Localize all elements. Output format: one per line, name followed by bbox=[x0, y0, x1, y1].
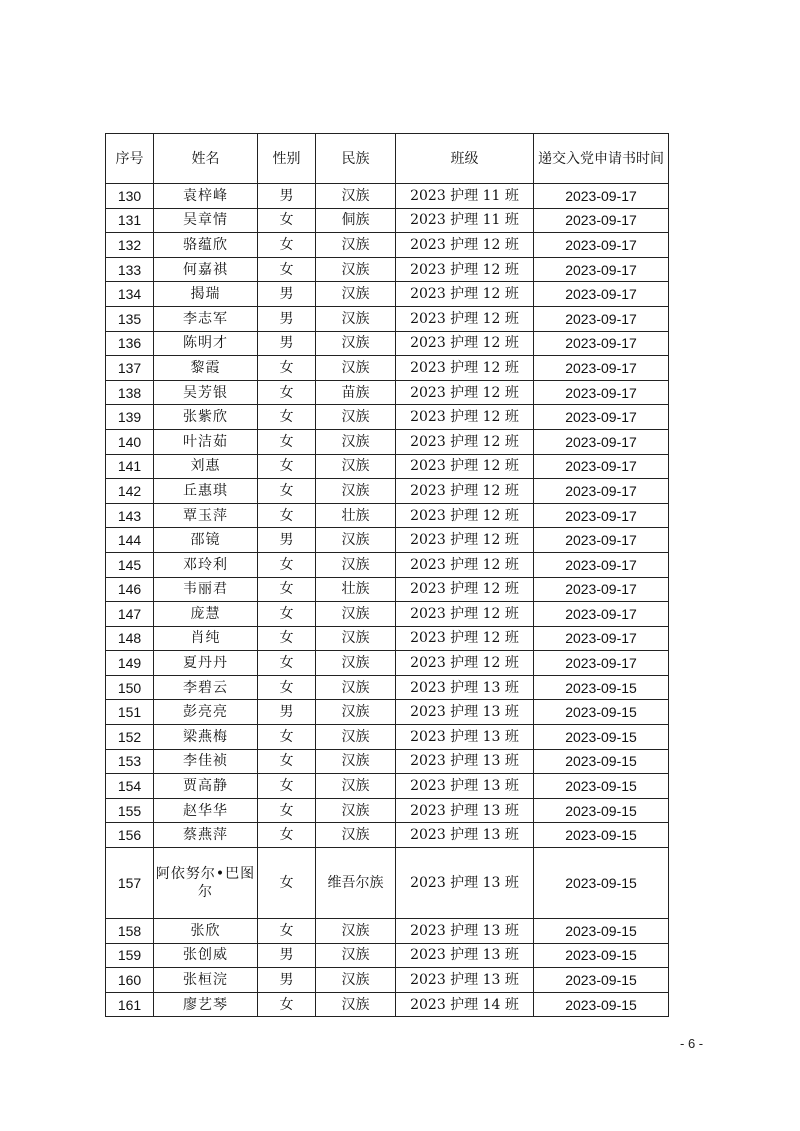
cell-index: 136 bbox=[106, 331, 154, 356]
table-row bbox=[106, 282, 669, 307]
cell-class: 2023 护理 13 班 bbox=[396, 823, 534, 848]
cell-index: 143 bbox=[106, 503, 154, 528]
cell-index: 148 bbox=[106, 626, 154, 651]
cell-ethnicity: 汉族 bbox=[316, 968, 396, 993]
cell-date: 2023-09-17 bbox=[534, 651, 669, 676]
cell-gender: 女 bbox=[258, 798, 316, 823]
cell-name: 吴章情 bbox=[154, 208, 258, 233]
table-row bbox=[106, 356, 669, 381]
cell-gender: 女 bbox=[258, 552, 316, 577]
cell-date: 2023-09-17 bbox=[534, 208, 669, 233]
table-row bbox=[106, 968, 669, 993]
cell-ethnicity: 汉族 bbox=[316, 257, 396, 282]
cell-name: 吴芳银 bbox=[154, 380, 258, 405]
table-row bbox=[106, 528, 669, 553]
table-row bbox=[106, 306, 669, 331]
cell-date: 2023-09-17 bbox=[534, 503, 669, 528]
table-row bbox=[106, 257, 669, 282]
cell-index: 151 bbox=[106, 700, 154, 725]
cell-index: 137 bbox=[106, 356, 154, 381]
cell-index: 140 bbox=[106, 429, 154, 454]
cell-date: 2023-09-17 bbox=[534, 479, 669, 504]
cell-index: 133 bbox=[106, 257, 154, 282]
cell-index: 131 bbox=[106, 208, 154, 233]
cell-class: 2023 护理 12 班 bbox=[396, 331, 534, 356]
cell-name: 夏丹丹 bbox=[154, 651, 258, 676]
cell-name: 赵华华 bbox=[154, 798, 258, 823]
cell-gender: 女 bbox=[258, 454, 316, 479]
cell-date: 2023-09-17 bbox=[534, 257, 669, 282]
cell-date: 2023-09-15 bbox=[534, 919, 669, 944]
cell-ethnicity: 汉族 bbox=[316, 798, 396, 823]
table-row bbox=[106, 602, 669, 627]
cell-ethnicity: 汉族 bbox=[316, 651, 396, 676]
cell-gender: 女 bbox=[258, 774, 316, 799]
cell-date: 2023-09-15 bbox=[534, 774, 669, 799]
cell-index: 147 bbox=[106, 602, 154, 627]
cell-date: 2023-09-17 bbox=[534, 356, 669, 381]
table-row bbox=[106, 208, 669, 233]
cell-ethnicity: 汉族 bbox=[316, 749, 396, 774]
cell-date: 2023-09-15 bbox=[534, 749, 669, 774]
cell-class: 2023 护理 12 班 bbox=[396, 651, 534, 676]
table-row bbox=[106, 479, 669, 504]
roster-table bbox=[105, 133, 669, 1017]
cell-ethnicity: 汉族 bbox=[316, 233, 396, 258]
cell-date: 2023-09-15 bbox=[534, 968, 669, 993]
table-row bbox=[106, 331, 669, 356]
cell-name: 袁梓峰 bbox=[154, 184, 258, 209]
cell-index: 146 bbox=[106, 577, 154, 602]
cell-class: 2023 护理 13 班 bbox=[396, 749, 534, 774]
cell-class: 2023 护理 12 班 bbox=[396, 306, 534, 331]
cell-gender: 女 bbox=[258, 405, 316, 430]
cell-ethnicity: 汉族 bbox=[316, 528, 396, 553]
cell-date: 2023-09-15 bbox=[534, 823, 669, 848]
cell-class: 2023 护理 12 班 bbox=[396, 380, 534, 405]
cell-ethnicity: 汉族 bbox=[316, 552, 396, 577]
header-ethnicity: 民族 bbox=[316, 134, 396, 184]
cell-class: 2023 护理 13 班 bbox=[396, 774, 534, 799]
cell-ethnicity: 汉族 bbox=[316, 331, 396, 356]
cell-index: 157 bbox=[106, 848, 154, 919]
header-index: 序号 bbox=[106, 134, 154, 184]
header-name: 姓名 bbox=[154, 134, 258, 184]
cell-class: 2023 护理 12 班 bbox=[396, 356, 534, 381]
cell-ethnicity: 汉族 bbox=[316, 306, 396, 331]
cell-ethnicity: 维吾尔族 bbox=[316, 848, 396, 919]
cell-class: 2023 护理 14 班 bbox=[396, 992, 534, 1017]
cell-gender: 女 bbox=[258, 602, 316, 627]
cell-date: 2023-09-17 bbox=[534, 552, 669, 577]
cell-gender: 女 bbox=[258, 479, 316, 504]
table-row bbox=[106, 943, 669, 968]
cell-class: 2023 护理 13 班 bbox=[396, 675, 534, 700]
cell-class: 2023 护理 13 班 bbox=[396, 700, 534, 725]
cell-date: 2023-09-17 bbox=[534, 331, 669, 356]
cell-name: 张欣 bbox=[154, 919, 258, 944]
cell-ethnicity: 壮族 bbox=[316, 577, 396, 602]
cell-index: 158 bbox=[106, 919, 154, 944]
cell-date: 2023-09-17 bbox=[534, 380, 669, 405]
cell-date: 2023-09-17 bbox=[534, 429, 669, 454]
cell-gender: 女 bbox=[258, 823, 316, 848]
cell-class: 2023 护理 13 班 bbox=[396, 725, 534, 750]
cell-name: 骆蕴欣 bbox=[154, 233, 258, 258]
cell-name: 邓玲利 bbox=[154, 552, 258, 577]
cell-class: 2023 护理 13 班 bbox=[396, 798, 534, 823]
cell-gender: 女 bbox=[258, 208, 316, 233]
cell-name: 廖艺琴 bbox=[154, 992, 258, 1017]
cell-class: 2023 护理 12 班 bbox=[396, 577, 534, 602]
cell-date: 2023-09-17 bbox=[534, 602, 669, 627]
table-row bbox=[106, 823, 669, 848]
cell-date: 2023-09-17 bbox=[534, 528, 669, 553]
cell-ethnicity: 汉族 bbox=[316, 454, 396, 479]
cell-date: 2023-09-15 bbox=[534, 675, 669, 700]
cell-index: 144 bbox=[106, 528, 154, 553]
cell-name: 黎霞 bbox=[154, 356, 258, 381]
header-date: 递交入党申请书时间 bbox=[534, 134, 669, 184]
cell-name: 彭亮亮 bbox=[154, 700, 258, 725]
cell-name: 肖纯 bbox=[154, 626, 258, 651]
table-header bbox=[106, 134, 669, 184]
cell-ethnicity: 汉族 bbox=[316, 943, 396, 968]
table-row bbox=[106, 798, 669, 823]
cell-index: 130 bbox=[106, 184, 154, 209]
cell-name: 庞慧 bbox=[154, 602, 258, 627]
cell-name: 陈明才 bbox=[154, 331, 258, 356]
cell-gender: 女 bbox=[258, 356, 316, 381]
cell-gender: 男 bbox=[258, 184, 316, 209]
page-number: - 6 - bbox=[680, 1036, 704, 1051]
cell-index: 149 bbox=[106, 651, 154, 676]
cell-date: 2023-09-15 bbox=[534, 700, 669, 725]
table-row bbox=[106, 725, 669, 750]
table-row bbox=[106, 429, 669, 454]
table-row bbox=[106, 503, 669, 528]
cell-ethnicity: 汉族 bbox=[316, 602, 396, 627]
cell-index: 135 bbox=[106, 306, 154, 331]
cell-date: 2023-09-17 bbox=[534, 233, 669, 258]
cell-date: 2023-09-17 bbox=[534, 184, 669, 209]
cell-ethnicity: 汉族 bbox=[316, 919, 396, 944]
table-row bbox=[106, 552, 669, 577]
cell-gender: 女 bbox=[258, 577, 316, 602]
header-row bbox=[106, 134, 669, 184]
cell-gender: 女 bbox=[258, 503, 316, 528]
cell-gender: 女 bbox=[258, 675, 316, 700]
table-row bbox=[106, 992, 669, 1017]
cell-ethnicity: 汉族 bbox=[316, 356, 396, 381]
cell-ethnicity: 汉族 bbox=[316, 184, 396, 209]
cell-ethnicity: 侗族 bbox=[316, 208, 396, 233]
cell-class: 2023 护理 13 班 bbox=[396, 848, 534, 919]
cell-ethnicity: 汉族 bbox=[316, 429, 396, 454]
cell-date: 2023-09-17 bbox=[534, 405, 669, 430]
cell-class: 2023 护理 12 班 bbox=[396, 233, 534, 258]
cell-class: 2023 护理 12 班 bbox=[396, 429, 534, 454]
cell-gender: 男 bbox=[258, 282, 316, 307]
cell-index: 139 bbox=[106, 405, 154, 430]
cell-ethnicity: 汉族 bbox=[316, 626, 396, 651]
cell-index: 150 bbox=[106, 675, 154, 700]
cell-name: 揭瑞 bbox=[154, 282, 258, 307]
cell-class: 2023 护理 12 班 bbox=[396, 405, 534, 430]
cell-name: 阿依努尔•巴图尔 bbox=[154, 848, 258, 919]
cell-gender: 女 bbox=[258, 651, 316, 676]
cell-index: 152 bbox=[106, 725, 154, 750]
cell-gender: 女 bbox=[258, 919, 316, 944]
cell-gender: 女 bbox=[258, 848, 316, 919]
cell-ethnicity: 汉族 bbox=[316, 725, 396, 750]
cell-gender: 女 bbox=[258, 233, 316, 258]
cell-date: 2023-09-15 bbox=[534, 943, 669, 968]
cell-gender: 男 bbox=[258, 700, 316, 725]
cell-class: 2023 护理 12 班 bbox=[396, 454, 534, 479]
cell-ethnicity: 汉族 bbox=[316, 774, 396, 799]
cell-date: 2023-09-17 bbox=[534, 454, 669, 479]
cell-class: 2023 护理 12 班 bbox=[396, 282, 534, 307]
cell-class: 2023 护理 12 班 bbox=[396, 479, 534, 504]
cell-date: 2023-09-17 bbox=[534, 306, 669, 331]
cell-ethnicity: 壮族 bbox=[316, 503, 396, 528]
cell-gender: 女 bbox=[258, 992, 316, 1017]
cell-index: 156 bbox=[106, 823, 154, 848]
cell-name: 韦丽君 bbox=[154, 577, 258, 602]
cell-name: 刘惠 bbox=[154, 454, 258, 479]
header-class: 班级 bbox=[396, 134, 534, 184]
table-row bbox=[106, 700, 669, 725]
cell-index: 138 bbox=[106, 380, 154, 405]
cell-class: 2023 护理 12 班 bbox=[396, 552, 534, 577]
cell-gender: 女 bbox=[258, 725, 316, 750]
cell-ethnicity: 汉族 bbox=[316, 823, 396, 848]
cell-ethnicity: 汉族 bbox=[316, 405, 396, 430]
table-row bbox=[106, 184, 669, 209]
cell-index: 134 bbox=[106, 282, 154, 307]
cell-name: 张紫欣 bbox=[154, 405, 258, 430]
header-gender: 性别 bbox=[258, 134, 316, 184]
cell-name: 李佳祯 bbox=[154, 749, 258, 774]
table-row bbox=[106, 774, 669, 799]
table-row bbox=[106, 651, 669, 676]
cell-class: 2023 护理 12 班 bbox=[396, 528, 534, 553]
cell-date: 2023-09-17 bbox=[534, 282, 669, 307]
cell-name: 张桓浣 bbox=[154, 968, 258, 993]
cell-name: 贾高静 bbox=[154, 774, 258, 799]
cell-index: 155 bbox=[106, 798, 154, 823]
cell-ethnicity: 苗族 bbox=[316, 380, 396, 405]
cell-date: 2023-09-15 bbox=[534, 992, 669, 1017]
cell-index: 142 bbox=[106, 479, 154, 504]
cell-gender: 男 bbox=[258, 306, 316, 331]
cell-date: 2023-09-15 bbox=[534, 725, 669, 750]
cell-class: 2023 护理 11 班 bbox=[396, 184, 534, 209]
cell-name: 丘惠琪 bbox=[154, 479, 258, 504]
cell-ethnicity: 汉族 bbox=[316, 479, 396, 504]
cell-class: 2023 护理 12 班 bbox=[396, 602, 534, 627]
cell-ethnicity: 汉族 bbox=[316, 992, 396, 1017]
cell-class: 2023 护理 12 班 bbox=[396, 257, 534, 282]
table-row bbox=[106, 233, 669, 258]
cell-name: 张创威 bbox=[154, 943, 258, 968]
cell-index: 153 bbox=[106, 749, 154, 774]
cell-gender: 女 bbox=[258, 626, 316, 651]
cell-name: 李碧云 bbox=[154, 675, 258, 700]
cell-gender: 女 bbox=[258, 380, 316, 405]
table-row bbox=[106, 454, 669, 479]
cell-index: 159 bbox=[106, 943, 154, 968]
cell-name: 蔡燕萍 bbox=[154, 823, 258, 848]
cell-ethnicity: 汉族 bbox=[316, 700, 396, 725]
cell-name: 叶洁茹 bbox=[154, 429, 258, 454]
cell-index: 141 bbox=[106, 454, 154, 479]
cell-index: 161 bbox=[106, 992, 154, 1017]
cell-index: 145 bbox=[106, 552, 154, 577]
cell-date: 2023-09-17 bbox=[534, 577, 669, 602]
table-row bbox=[106, 577, 669, 602]
cell-class: 2023 护理 12 班 bbox=[396, 626, 534, 651]
cell-class: 2023 护理 13 班 bbox=[396, 919, 534, 944]
table-row bbox=[106, 675, 669, 700]
cell-gender: 男 bbox=[258, 968, 316, 993]
cell-index: 132 bbox=[106, 233, 154, 258]
cell-gender: 男 bbox=[258, 331, 316, 356]
cell-name: 何嘉祺 bbox=[154, 257, 258, 282]
table-row bbox=[106, 380, 669, 405]
cell-name: 李志军 bbox=[154, 306, 258, 331]
cell-class: 2023 护理 11 班 bbox=[396, 208, 534, 233]
cell-date: 2023-09-15 bbox=[534, 798, 669, 823]
cell-name: 梁燕梅 bbox=[154, 725, 258, 750]
table-row bbox=[106, 405, 669, 430]
cell-ethnicity: 汉族 bbox=[316, 675, 396, 700]
cell-index: 160 bbox=[106, 968, 154, 993]
cell-class: 2023 护理 13 班 bbox=[396, 968, 534, 993]
cell-ethnicity: 汉族 bbox=[316, 282, 396, 307]
cell-gender: 女 bbox=[258, 429, 316, 454]
table-row bbox=[106, 626, 669, 651]
cell-class: 2023 护理 12 班 bbox=[396, 503, 534, 528]
cell-date: 2023-09-17 bbox=[534, 626, 669, 651]
table-row bbox=[106, 919, 669, 944]
cell-gender: 男 bbox=[258, 528, 316, 553]
cell-name: 覃玉萍 bbox=[154, 503, 258, 528]
table-row bbox=[106, 749, 669, 774]
cell-index: 154 bbox=[106, 774, 154, 799]
cell-gender: 女 bbox=[258, 749, 316, 774]
cell-gender: 女 bbox=[258, 257, 316, 282]
table-row bbox=[106, 848, 669, 919]
cell-date: 2023-09-15 bbox=[534, 848, 669, 919]
cell-class: 2023 护理 13 班 bbox=[396, 943, 534, 968]
cell-gender: 男 bbox=[258, 943, 316, 968]
table-body bbox=[106, 184, 669, 1017]
cell-name: 邵镜 bbox=[154, 528, 258, 553]
